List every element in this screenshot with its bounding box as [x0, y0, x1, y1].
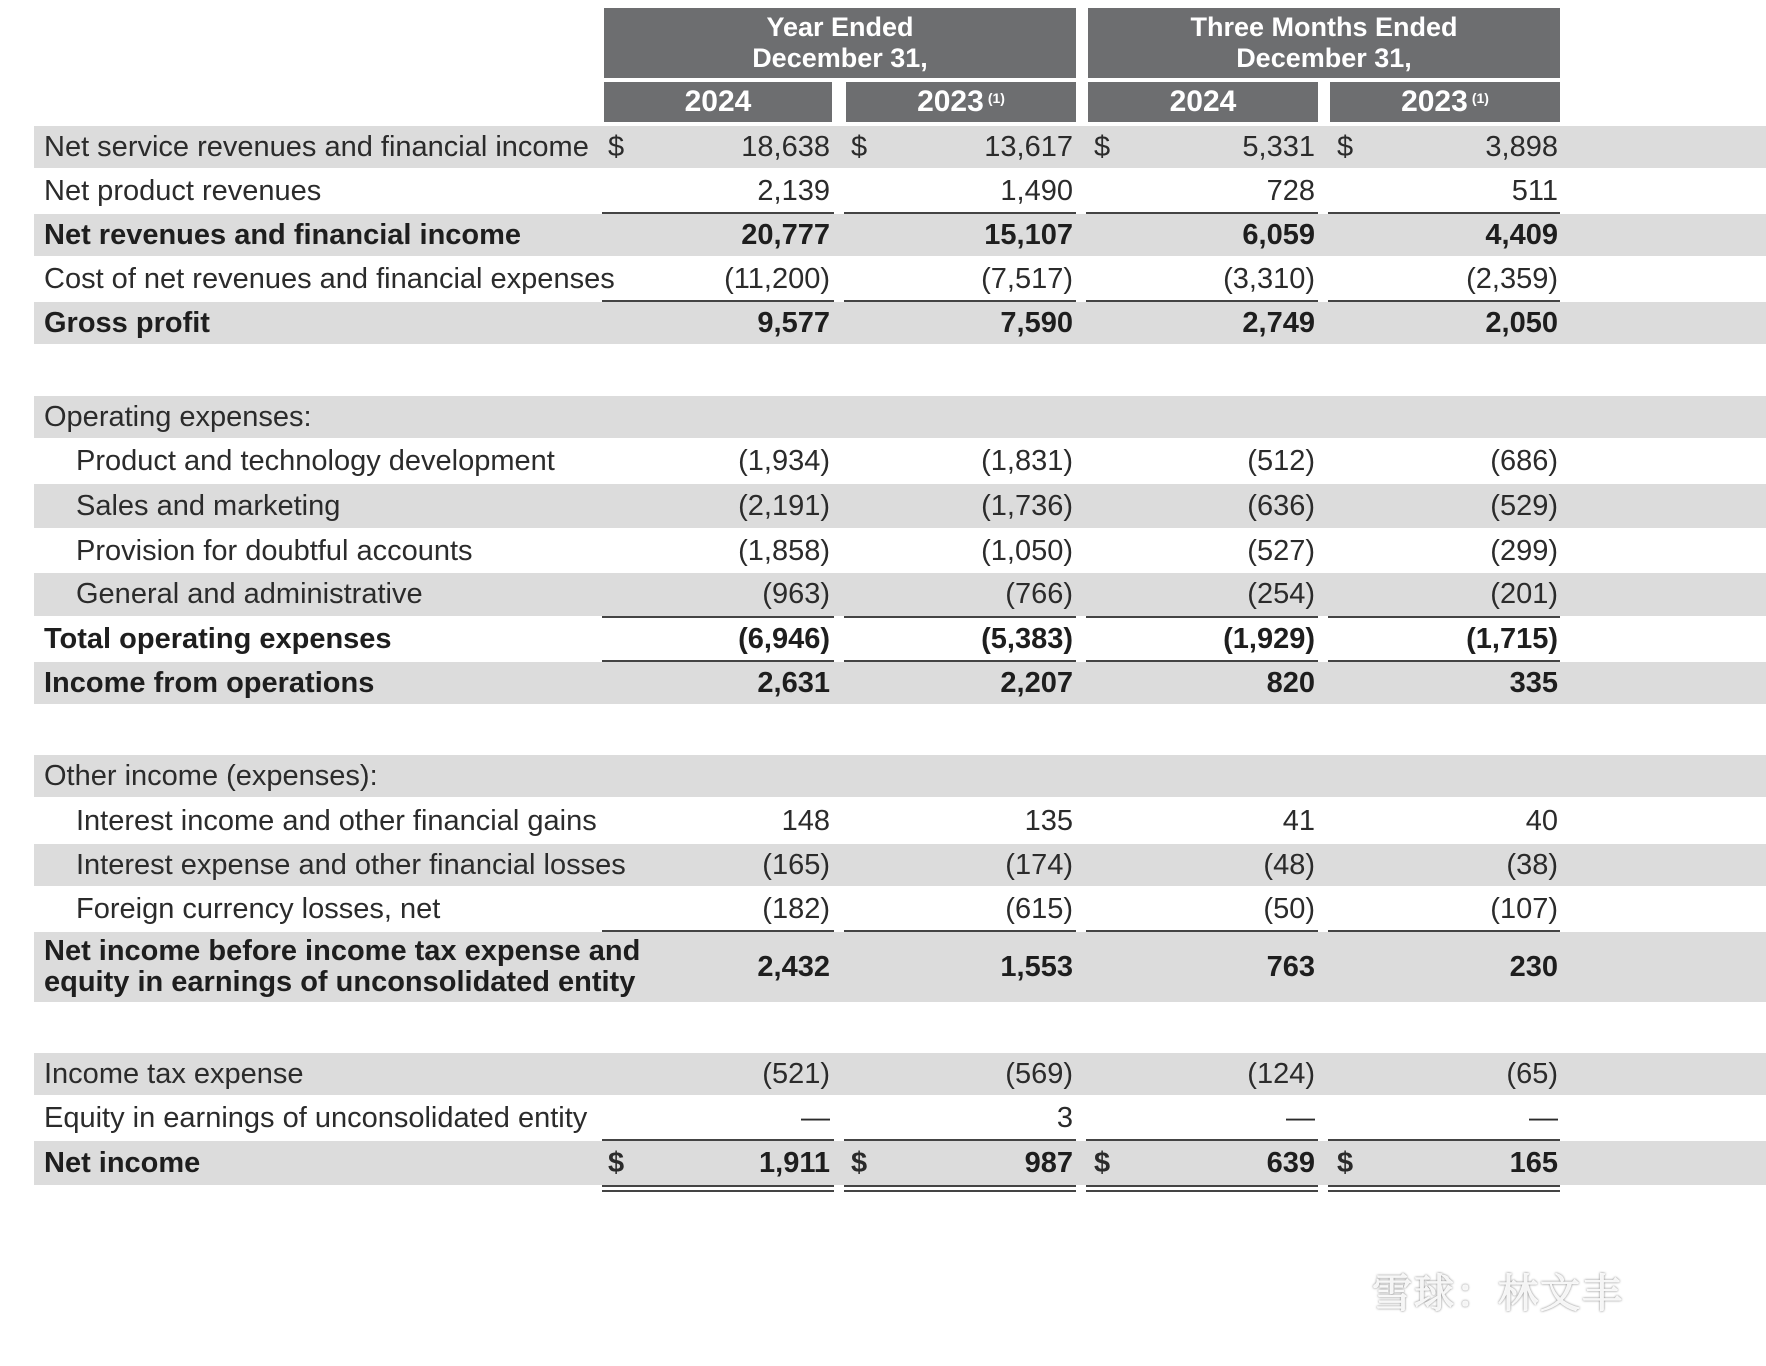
- table-row-net-service: [34, 126, 1766, 168]
- table-cell-value: 1,911: [759, 1146, 830, 1179]
- table-cell-value: (1,736): [981, 489, 1073, 522]
- table-cell-value: (963): [762, 578, 830, 610]
- table-row-income-tax: [34, 1053, 1766, 1095]
- table-cell-value: 639: [1266, 1146, 1315, 1179]
- row-label: Net revenues and financial income: [44, 218, 522, 251]
- table-row-product-tech: [34, 440, 1766, 482]
- table-cell-value: 728: [1266, 174, 1315, 207]
- table-cell-value: (1,050): [981, 534, 1073, 567]
- table-cell-value: 15,107: [984, 218, 1073, 251]
- table-row-interest-expense: [34, 844, 1766, 886]
- footnote-mark: (1): [1471, 90, 1489, 106]
- table-cell-value: (1,858): [738, 534, 830, 567]
- underline-rule: [1086, 1185, 1318, 1187]
- table-cell-value: 335: [1509, 666, 1558, 699]
- table-cell-value: (1,929): [1223, 622, 1315, 655]
- currency-symbol: $: [608, 130, 625, 163]
- table-cell-value: (2,359): [1466, 262, 1558, 295]
- currency-symbol: $: [851, 1146, 868, 1179]
- header-col-2023-year: [846, 82, 1076, 122]
- table-cell-value: 820: [1266, 666, 1315, 699]
- table-cell-value: (254): [1247, 578, 1315, 610]
- table-cell-value: 3: [1056, 1101, 1073, 1134]
- row-label: Cost of net revenues and financial expenses: [44, 262, 615, 295]
- row-label: Income from operations: [44, 666, 375, 699]
- table-cell-value: (201): [1490, 578, 1558, 610]
- table-cell-value: (3,310): [1223, 262, 1315, 295]
- table-cell-value: 7,590: [1000, 306, 1073, 339]
- table-row-fx-losses: [34, 888, 1766, 930]
- footnote-mark: (1): [987, 90, 1005, 106]
- table-cell-value: (174): [1005, 848, 1073, 881]
- table-cell-value: 20,777: [741, 218, 830, 251]
- table-cell-value: 2,631: [757, 666, 830, 699]
- table-cell-value: 6,059: [1242, 218, 1315, 251]
- table-cell-value: 135: [1024, 804, 1073, 837]
- header-col-2024-quarter: [1088, 82, 1318, 122]
- table-row-sales-marketing: [34, 484, 1766, 528]
- row-label: Interest expense and other financial losses: [76, 848, 626, 881]
- table-cell-value: 13,617: [984, 130, 1073, 163]
- table-cell-value: (636): [1247, 489, 1315, 522]
- row-label: Provision for doubtful accounts: [76, 534, 473, 567]
- row-label: Equity in earnings of unconsolidated entity: [44, 1101, 588, 1134]
- table-cell-value: 2,050: [1485, 306, 1558, 339]
- table-cell-value: (686): [1490, 444, 1558, 477]
- table-row-gross-profit: [34, 302, 1766, 344]
- table-cell-value: 230: [1509, 950, 1558, 983]
- table-cell-value: (521): [762, 1057, 830, 1090]
- table-cell-value: 4,409: [1485, 218, 1558, 251]
- table-row-net-product: [34, 170, 1766, 212]
- table-cell-value: —: [1529, 1101, 1558, 1134]
- table-cell-value: (2,191): [738, 489, 830, 522]
- row-label: Net income: [44, 1146, 201, 1179]
- table-cell-value: (615): [1005, 892, 1073, 925]
- table-cell-value: (1,715): [1466, 622, 1558, 655]
- row-label: Product and technology development: [76, 444, 555, 477]
- currency-symbol: $: [1094, 1146, 1111, 1179]
- table-cell-value: 2,432: [757, 950, 830, 983]
- table-cell-value: (5,383): [981, 622, 1073, 655]
- table-cell-value: 9,577: [757, 306, 830, 339]
- row-label: Other income (expenses):: [44, 759, 378, 792]
- row-label: Total operating expenses: [44, 622, 392, 655]
- header-col-2024-year: [604, 82, 832, 122]
- row-label: Interest income and other financial gains: [76, 804, 597, 837]
- table-row-opex-header: [34, 396, 1766, 438]
- table-cell-value: (182): [762, 892, 830, 925]
- table-cell-value: (38): [1506, 848, 1558, 881]
- table-cell-value: (569): [1005, 1057, 1073, 1090]
- table-cell-value: (1,934): [738, 444, 830, 477]
- table-cell-value: (527): [1247, 534, 1315, 567]
- table-cell-value: (529): [1490, 489, 1558, 522]
- currency-symbol: $: [1337, 130, 1354, 163]
- table-cell-value: (50): [1263, 892, 1315, 925]
- table-row-pretax: [34, 932, 1766, 1002]
- underline-rule: [1328, 1185, 1560, 1187]
- table-cell-value: 3,898: [1485, 130, 1558, 163]
- table-cell-value: 5,331: [1242, 130, 1315, 163]
- watermark-text: 雪球：林文丰: [1372, 1271, 1624, 1317]
- table-cell-value: 1,553: [1000, 950, 1073, 983]
- table-cell-value: 1,490: [1000, 174, 1073, 207]
- table-cell-value: 2,139: [757, 174, 830, 207]
- currency-symbol: $: [851, 130, 868, 163]
- double-underline-rule: [1086, 1190, 1318, 1192]
- row-label: Sales and marketing: [76, 489, 341, 522]
- snowball-logo-icon: [1310, 1262, 1366, 1310]
- col-year-label: 2023: [1401, 85, 1468, 118]
- table-cell-value: (512): [1247, 444, 1315, 477]
- table-row-net-income: [34, 1141, 1766, 1185]
- table-cell-value: (1,831): [981, 444, 1073, 477]
- table-cell-value: (7,517): [981, 262, 1073, 295]
- double-underline-rule: [1328, 1190, 1560, 1192]
- table-cell-value: 40: [1525, 804, 1558, 837]
- table-cell-value: 511: [1511, 174, 1558, 207]
- table-cell-value: 987: [1024, 1146, 1073, 1179]
- table-row-cost: [34, 258, 1766, 300]
- double-underline-rule: [602, 1190, 834, 1192]
- table-row-interest-income: [34, 800, 1766, 842]
- table-row-total-opex: [34, 618, 1766, 660]
- table-row-other-header: [34, 755, 1766, 797]
- table-cell-value: (165): [762, 848, 830, 881]
- col-year-label: 2024: [684, 85, 752, 118]
- table-cell-value: 2,207: [1000, 666, 1073, 699]
- table-cell-value: 41: [1282, 804, 1315, 837]
- table-cell-value: 763: [1266, 950, 1315, 983]
- row-label: Operating expenses:: [44, 400, 312, 433]
- row-label: Income tax expense: [44, 1057, 304, 1090]
- underline-rule: [602, 1185, 834, 1187]
- currency-symbol: $: [1337, 1146, 1354, 1179]
- row-label: Foreign currency losses, net: [76, 892, 441, 925]
- table-row-general-admin: [34, 573, 1766, 616]
- table-cell-value: (124): [1247, 1057, 1315, 1090]
- table-cell-value: (299): [1490, 534, 1558, 567]
- currency-symbol: $: [608, 1146, 625, 1179]
- row-label: Net income before income tax expense and equity in earnings of unconsolidated entity: [44, 935, 641, 998]
- row-label: General and administrative: [76, 578, 423, 610]
- double-underline-rule: [844, 1190, 1076, 1192]
- table-cell-value: —: [801, 1101, 830, 1134]
- col-year-label: 2023: [917, 85, 984, 118]
- header-year-ended: Year Ended December 31,: [604, 8, 1076, 78]
- header-col-2023-quarter: [1330, 82, 1560, 122]
- table-cell-value: 2,749: [1242, 306, 1315, 339]
- table-cell-value: 148: [781, 804, 830, 837]
- currency-symbol: $: [1094, 130, 1111, 163]
- underline-rule: [844, 1185, 1076, 1187]
- col-year-label: 2024: [1169, 85, 1237, 118]
- table-cell-value: (11,200): [724, 262, 830, 295]
- table-cell-value: 165: [1509, 1146, 1558, 1179]
- header-three-months-ended: Three Months Ended December 31,: [1088, 8, 1560, 78]
- table-cell-value: (6,946): [738, 622, 830, 655]
- row-label: Net product revenues: [44, 174, 322, 207]
- table-row-net-revenues: [34, 214, 1766, 256]
- table-row-income-ops: [34, 662, 1766, 704]
- table-cell-value: (107): [1490, 892, 1558, 925]
- table-cell-value: (65): [1506, 1057, 1558, 1090]
- row-label: Gross profit: [44, 306, 210, 339]
- table-row-equity-earnings: [34, 1097, 1766, 1139]
- table-cell-value: 18,638: [741, 130, 830, 163]
- table-cell-value: (766): [1005, 578, 1073, 610]
- table-row-provision: [34, 530, 1766, 572]
- row-label: Net service revenues and financial income: [44, 130, 589, 163]
- table-cell-value: (48): [1263, 848, 1315, 881]
- table-cell-value: —: [1286, 1101, 1315, 1134]
